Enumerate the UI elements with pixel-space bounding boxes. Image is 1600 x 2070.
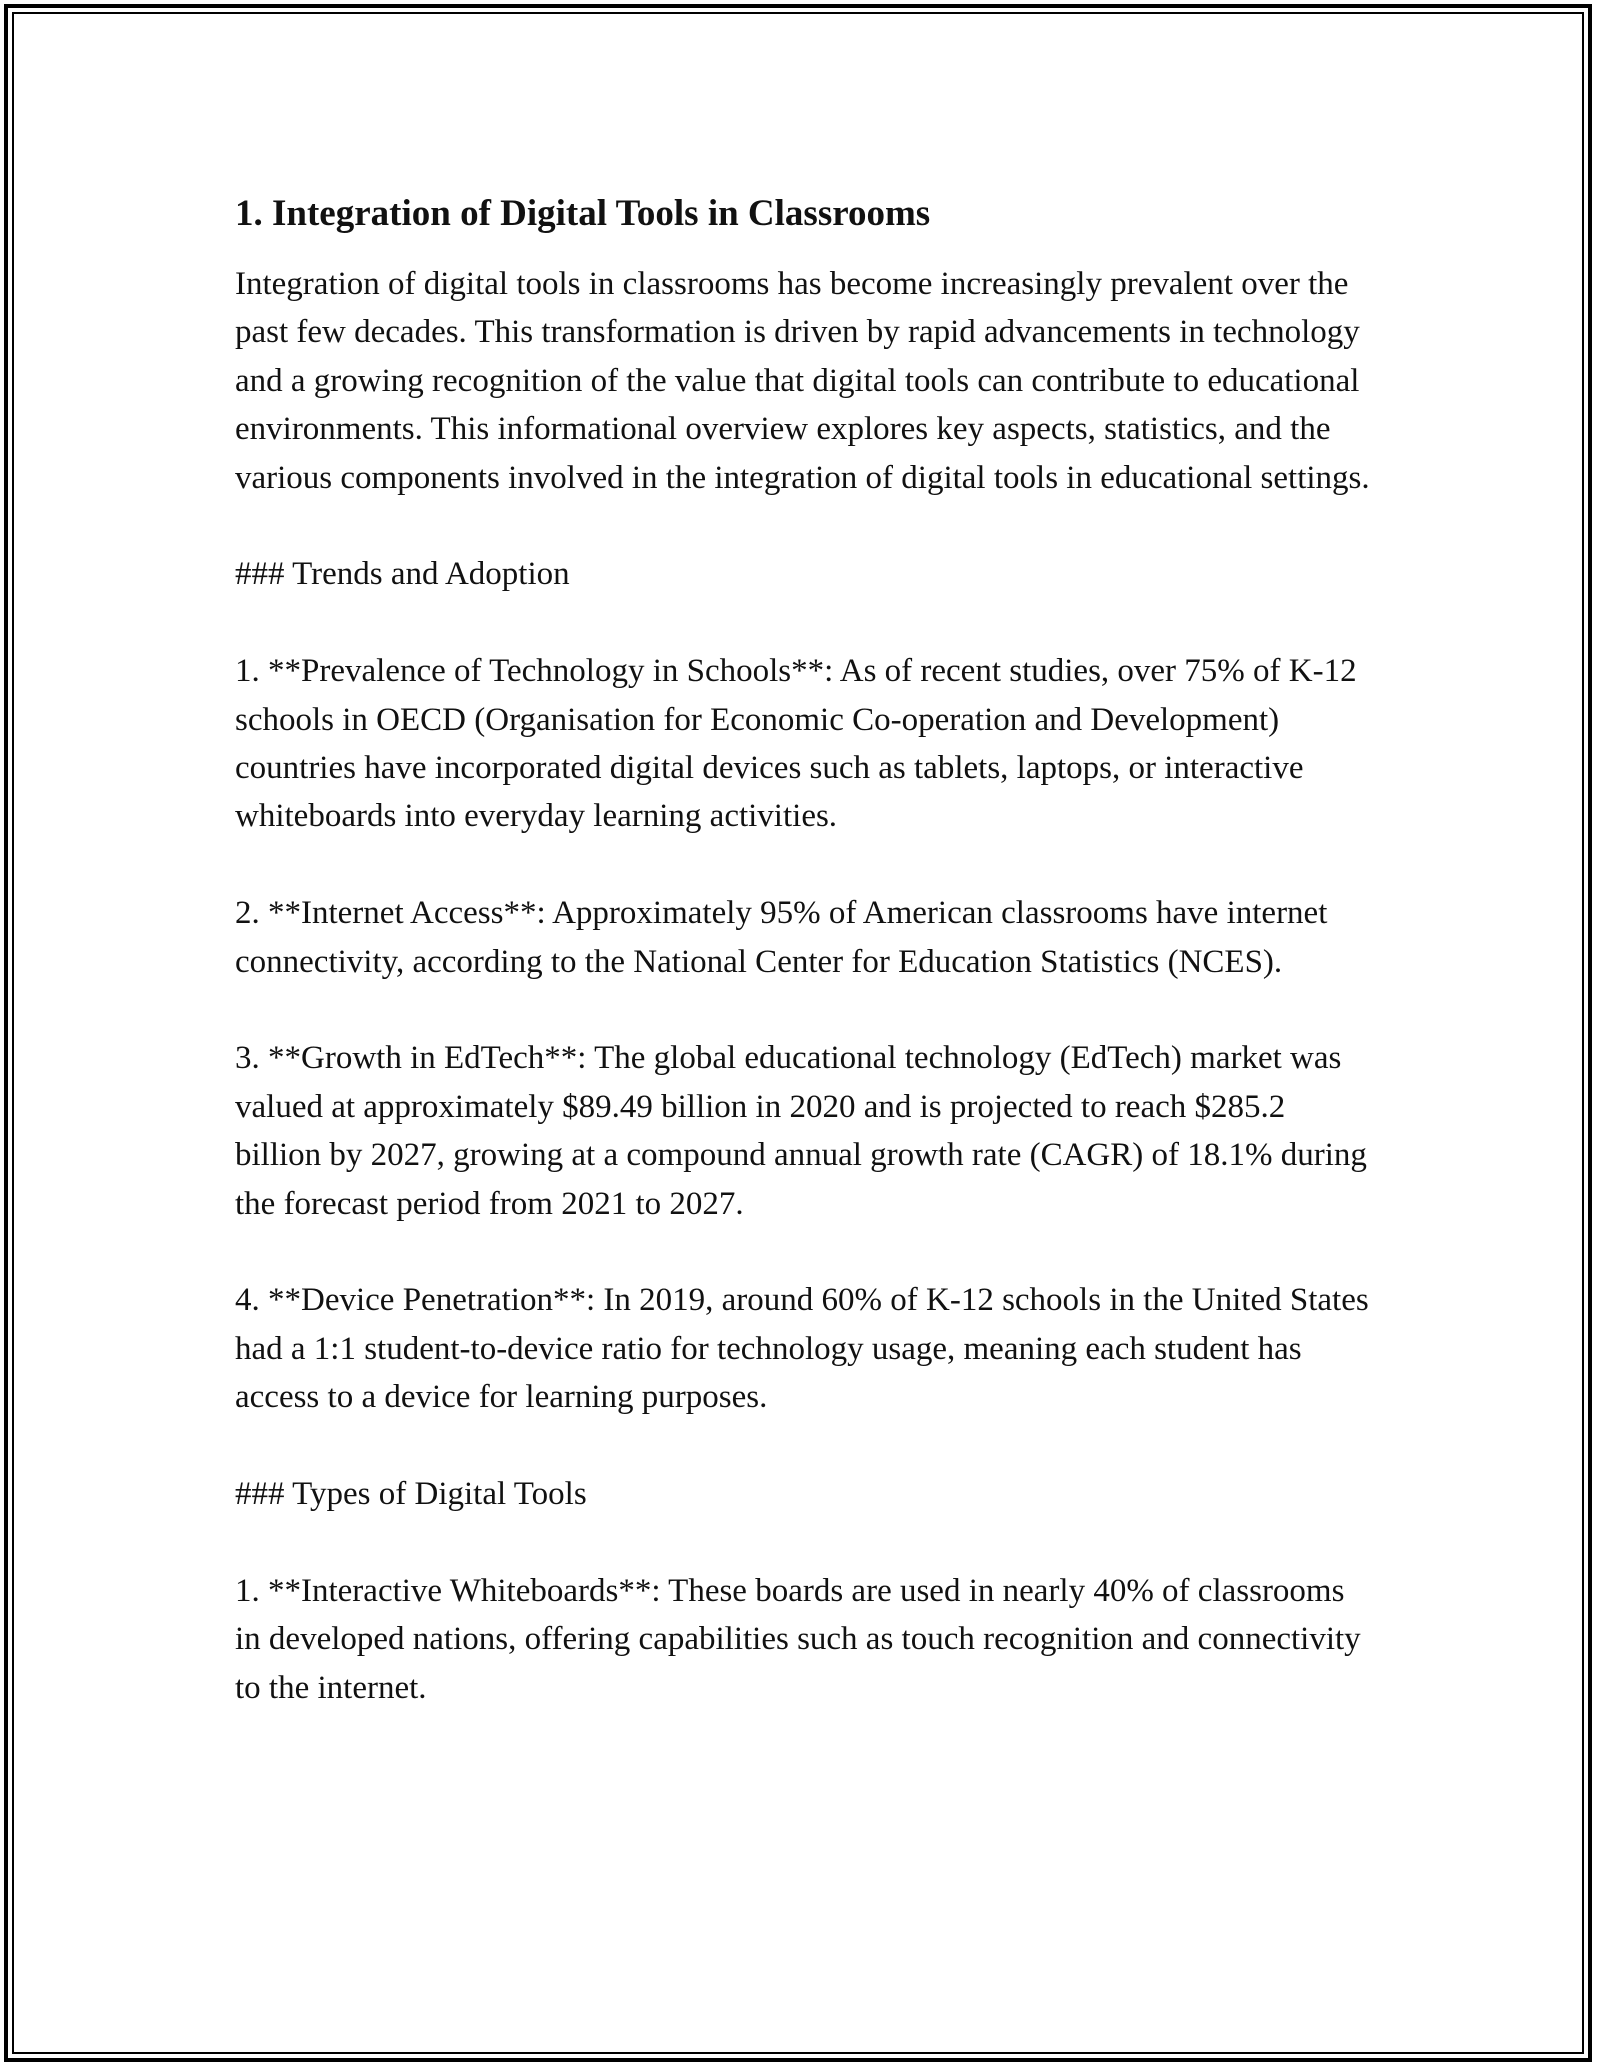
document-body bbox=[235, 188, 1375, 1760]
section-heading-trends: ### Trends and Adoption bbox=[235, 556, 570, 593]
document-title: 1. Integration of Digital Tools in Classrooms bbox=[235, 193, 931, 234]
section-heading-types: ### Types of Digital Tools bbox=[235, 1476, 587, 1513]
list-item-internet-access: 2. **Internet Access**: Approximately 95% of American classrooms have internet connectivity, according to the National Center for Education Statistics (NCES). bbox=[235, 895, 1328, 980]
list-item-edtech-growth: 3. **Growth in EdTech**: The global educational technology (EdTech) market was valued at approximately $89.49 billion in 2020 and is projected to reach $285.2 billion by 2027, growing at a compound annual growth rate (CAGR) of 18.1% during the forecast period from 2021 to 2027. bbox=[235, 1040, 1367, 1222]
list-item-prevalence: 1. **Prevalence of Technology in Schools**: As of recent studies, over 75% of K-12 schools in OECD (Organisation for Economic Co-operation and Development) countries have incorporated digital devices such as tablets, laptops, or interactive whiteboards into everyday learning activities. bbox=[235, 653, 1357, 835]
intro-paragraph: Integration of digital tools in classrooms has become increasingly prevalent over the past few decades. This transformation is driven by rapid advancements in technology and a growing recognition of the value that digital tools can contribute to educational environments. This informational overview explores key aspects, statistics, and the various components involved in the integration of digital tools in educational settings. bbox=[235, 266, 1370, 496]
list-item-device-penetration: 4. **Device Penetration**: In 2019, around 60% of K-12 schools in the United States had a 1:1 student-to-device ratio for technology usage, meaning each student has access to a device for learning purposes. bbox=[235, 1282, 1369, 1416]
list-item-interactive-whiteboards: 1. **Interactive Whiteboards**: These boards are used in nearly 40% of classrooms in developed nations, offering capabilities such as touch recognition and connectivity to the internet. bbox=[235, 1572, 1361, 1706]
